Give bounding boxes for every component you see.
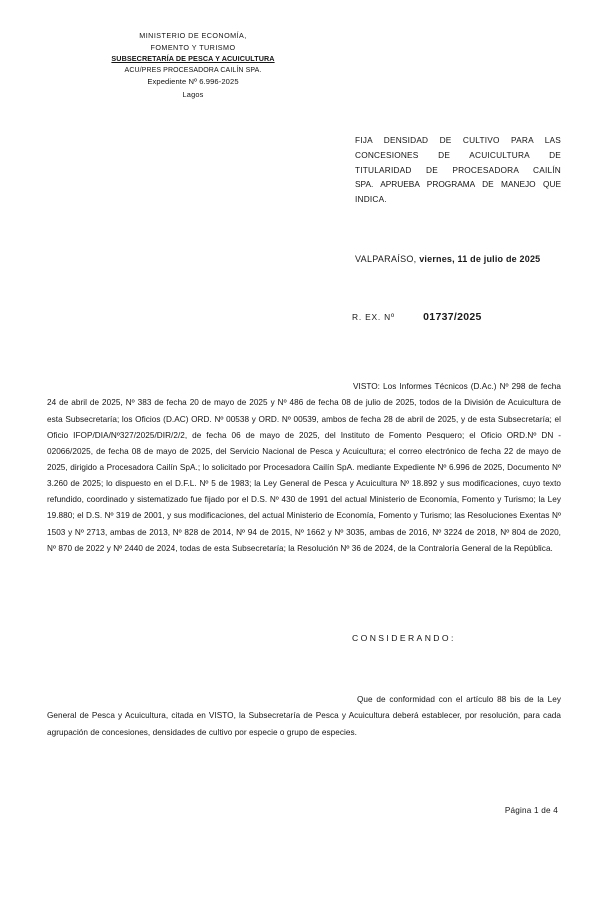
- region-name: Lagos: [182, 89, 204, 99]
- title-line-2: CONCESIONES DE ACUICULTURA DE: [355, 149, 561, 160]
- considerando-heading: CONSIDERANDO:: [352, 633, 456, 643]
- resolution-number: 01737/2025: [423, 311, 482, 323]
- ministry-line-1: MINISTERIO DE ECONOMÍA,: [139, 31, 247, 40]
- place-city: VALPARAÍSO,: [355, 254, 417, 264]
- place-and-date: [355, 254, 540, 264]
- resolution-label: R. EX. Nº: [352, 312, 395, 322]
- title-line-4: SPA. APRUEBA PROGRAMA DE MANEJO QUE: [355, 179, 561, 190]
- page-footer: [0, 806, 558, 815]
- visto-paragraph: [47, 379, 561, 557]
- title-line-1: FIJA DENSIDAD DE CULTIVO PARA LAS: [355, 135, 561, 145]
- title-line-3: TITULARIDAD DE PROCESADORA CAILÍN: [355, 164, 561, 175]
- subsecretaria-line: SUBSECRETARÍA DE PESCA Y ACUICULTURA: [111, 54, 275, 64]
- issue-date: viernes, 11 de julio de 2025: [419, 254, 541, 264]
- resolution-number-line: [352, 311, 482, 323]
- page-number-label: Página 1 de 4: [504, 806, 558, 815]
- considerando-paragraph: [47, 692, 561, 740]
- reference-code: ACU/PRES PROCESADORA CAILÍN SPA.: [124, 66, 262, 74]
- expediente-number: Expediente Nº 6.996-2025: [147, 77, 239, 87]
- title-line-5: INDICA.: [355, 194, 387, 205]
- resolution-title-block: [355, 133, 561, 207]
- document-header: [78, 30, 308, 101]
- ministry-line-2: FOMENTO Y TURISMO: [150, 42, 236, 52]
- visto-text: VISTO: Los Informes Técnicos (D.Ac.) Nº 298 de fecha 24 de abril de 2025, Nº 383 de fecha 20 de mayo de 2025 y Nº 486 de fecha 08 de julio de 2025, todos de la División de Acuicultura de esta Subsecretaría; los Oficios (D.AC) ORD. Nº 00538 y ORD. Nº 00539, ambos de fecha 28 de abril de 2025, y de esta Subsecretaría; el Oficio IFOP/DIA/Nº327/2025/DIR/2/2, de fecha 06 de mayo de 2025, del Instituto de Fomento Pesquero; el Oficio ORD.Nº DN - 02066/2025, de fecha 08 de mayo de 2025, del Servicio Nacional de Pesca y Acuicultura; el correo electrónico de fecha 22 de mayo de 2025, dirigido a Procesadora Cailín SpA.; lo solicitado por Procesadora Cailín SpA. mediante Expediente Nº 6.996 de 2025, Documento Nº 3.260 de 2025; lo dispuesto en el D.F.L. Nº 5 de 1983; la Ley General de Pesca y Acuicultura Nº 18.892 y sus modificaciones, cuyo texto refundido, coordinado y sistematizado fue fijado por el D.S. Nº 430 de 1991 del actual Ministerio de Economía, Fomento y Turismo; la Ley 19.880; el D.S. Nº 319 de 2001, y sus modificaciones, del actual Ministerio de Economía, Fomento y Turismo; las Resoluciones Exentas Nº 1503 y Nº 2713, ambas de 2013, Nº 828 de 2014, Nº 94 de 2015, Nº 1662 y Nº 3035, ambas de 2016, Nº 3224 de 2018, Nº 804 de 2020, Nº 870 de 2022 y Nº 2440 de 2024, todas de esta Subsecretaría; la Resolución Nº 36 de 2024, de la Contraloría General de la República.: [47, 382, 561, 553]
- considerando-text: Que de conformidad con el artículo 88 bis de la Ley General de Pesca y Acuicultura, citada en VISTO, la Subsecretaría de Pesca y Acuicultura deberá establecer, por resolución, para cada agrupación de concesiones, densidades de cultivo por especie o grupo de especies.: [47, 695, 561, 737]
